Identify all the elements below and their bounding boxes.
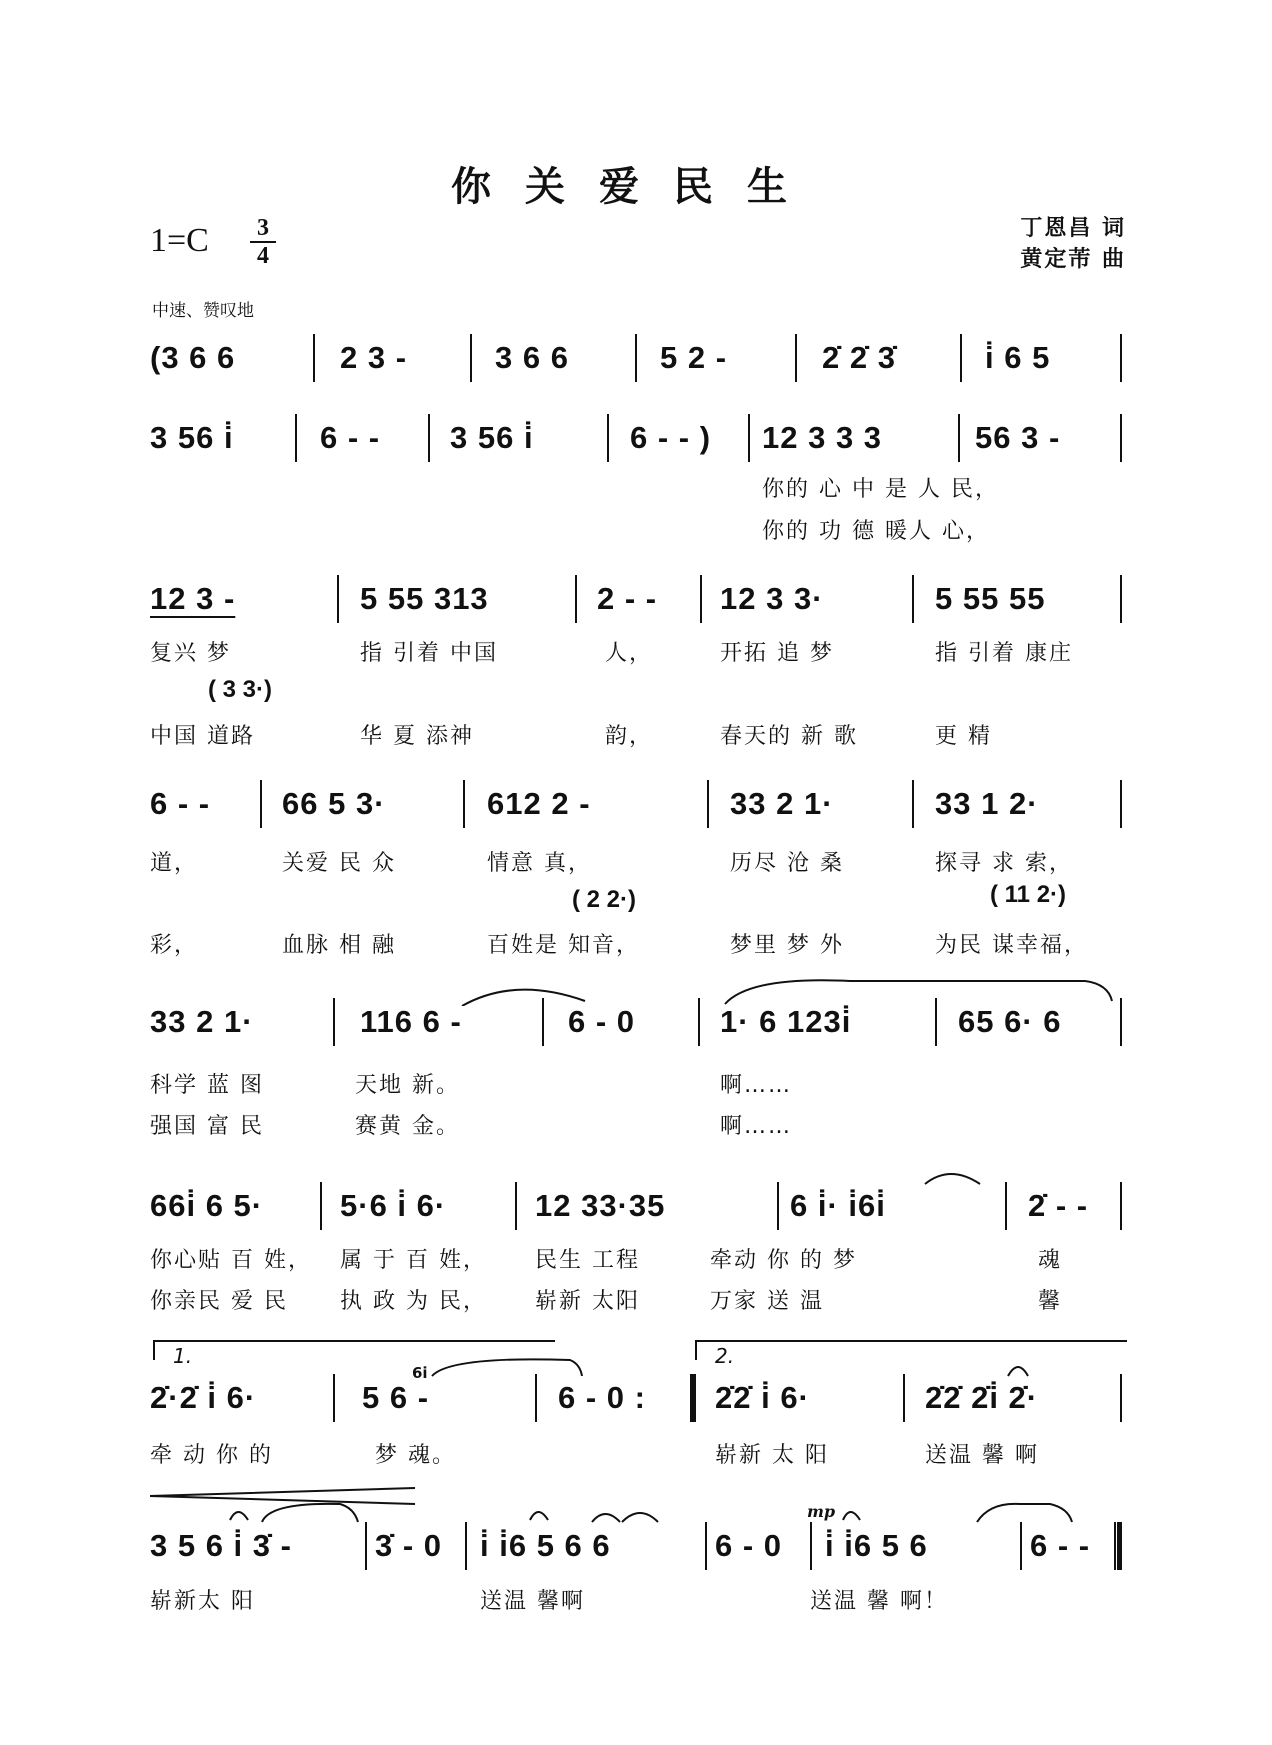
lyric-cell: 探寻 求 索， [935, 851, 1073, 876]
lyric-cell: 关爱 民 众 [282, 851, 396, 876]
measure-4: 6 - 0 [715, 1528, 783, 1563]
final-barline [1114, 1522, 1122, 1570]
staff-row-6 [150, 1180, 1125, 1320]
notes-line [150, 1180, 1125, 1232]
barline [958, 414, 960, 462]
lyric-cell: 人， [605, 641, 654, 666]
lyric-cell: 华 夏 添神 [360, 724, 474, 749]
barline [795, 334, 797, 382]
barline [1120, 1374, 1122, 1422]
notes-line [150, 332, 1125, 384]
barline [705, 1522, 707, 1570]
measure-3: 3 56 i̇ [450, 420, 534, 455]
alternate-notes: ( 3 3·) [208, 676, 273, 703]
barline [470, 334, 472, 382]
measure-2: 3̇ - 0 [375, 1528, 443, 1563]
measure-3: 6 - 0 [568, 1004, 636, 1039]
notes-line [150, 573, 1125, 625]
barline [635, 334, 637, 382]
lyric-cell: 属 于 百 姓， [340, 1248, 487, 1273]
lyric-cell: 梦 魂。 [375, 1443, 456, 1468]
measure-4: 12 3 3· [720, 581, 824, 616]
lyric-cell: 你心贴 百 姓， [150, 1248, 312, 1273]
measure-2: 66 5 3· [282, 786, 386, 821]
staff-row-7 [150, 1364, 1125, 1472]
measure-5: 2̇ - - [1028, 1188, 1089, 1223]
barline [960, 334, 962, 382]
measure-5: 5 55 55 [935, 581, 1046, 616]
lyric-cell: 牵 动 你 的 [150, 1443, 273, 1468]
lyric-cell: 馨 [1038, 1289, 1063, 1314]
measure-5: 2̇2̇ 2̇i̇ 2̇· [925, 1380, 1039, 1415]
measure-3: i̇ i̇6 5 6 6 [480, 1528, 611, 1563]
barline [935, 998, 937, 1046]
barline [698, 998, 700, 1046]
lyric-cell: 道， [150, 851, 199, 876]
lyric-cell: 万家 送 温 [710, 1289, 824, 1314]
measure-2: 5 6 - [362, 1380, 430, 1415]
lyric-cell: 开拓 追 梦 [720, 641, 834, 666]
time-signature-bottom: 4 [257, 243, 269, 269]
measure-3: 12 33·35 [535, 1188, 666, 1223]
lyric-cell: 魂 [1038, 1248, 1063, 1273]
lyric-cell: 春天的 新 歌 [720, 724, 858, 749]
measure-6: 56 3 - [975, 420, 1061, 455]
measure-1: 6 - - [150, 786, 211, 821]
barline [777, 1182, 779, 1230]
volta-bracket-1 [153, 1340, 555, 1368]
song-title: 你关爱民生 [451, 163, 821, 210]
alternate-notes: ( 2 2·) [572, 886, 637, 913]
lyric-cell: 赛黄 金。 [355, 1114, 460, 1139]
lyric-cell: 崭新 太阳 [535, 1289, 640, 1314]
measure-1: 3 56 i̇ [150, 420, 234, 455]
lyric-cell: 血脉 相 融 [282, 933, 396, 958]
barline [1120, 1182, 1122, 1230]
measure-1: 3 5 6 i̇ 3̇ - [150, 1528, 292, 1563]
barline [912, 780, 914, 828]
alternate-notes: ( 11 2·) [990, 881, 1067, 908]
composer-credit: 黄定芾 曲 [1020, 247, 1126, 272]
barline [912, 575, 914, 623]
measure-5: 2̇ 2̇ 3̇ [822, 340, 896, 375]
measure-3: 2 - - [597, 581, 658, 616]
lyric-cell: 强国 富 民 [150, 1114, 264, 1139]
lyric-cell: 彩， [150, 933, 199, 958]
lyric-cell: 送温 馨 啊 [925, 1443, 1039, 1468]
notes-line [150, 1372, 1125, 1424]
barline [428, 414, 430, 462]
measure-5: 12 3 3 3 [762, 420, 883, 455]
staff-row-1 [150, 332, 1125, 392]
barline [707, 780, 709, 828]
staff-row-3 [150, 573, 1125, 753]
barline [542, 998, 544, 1046]
barline [1020, 1522, 1022, 1570]
tempo-marking: 中速、赞叹地 [152, 301, 254, 321]
barline [1005, 1182, 1007, 1230]
barline [515, 1182, 517, 1230]
repeat-barline [690, 1374, 696, 1422]
lyric-cell: 历尽 沧 桑 [730, 851, 844, 876]
measure-6: 6 - - [1030, 1528, 1091, 1563]
lyric-cell: 执 政 为 民， [340, 1289, 487, 1314]
barline [1120, 414, 1122, 462]
barline [465, 1522, 467, 1570]
grace-notes: 6i̇ [412, 1364, 428, 1382]
measure-2: 2 3 - [340, 340, 408, 375]
lyric-cell: 崭新太 阳 [150, 1589, 255, 1614]
staff-row-2 [150, 412, 1125, 542]
measure-4: 5 2 - [660, 340, 728, 375]
volta-label-1: 1. [173, 1344, 193, 1368]
notes-line [150, 996, 1125, 1048]
barline [333, 1374, 335, 1422]
measure-4: 6 i̇· i̇6i̇ [790, 1188, 886, 1223]
lyric-cell: 复兴 梦 [150, 641, 231, 666]
dynamic-marking: mp [807, 1502, 836, 1521]
lyric-cell: 更 精 [935, 724, 992, 749]
lyric-cell: 中国 道路 [150, 724, 255, 749]
volta-label-2: 2. [715, 1344, 735, 1368]
staff-row-8 [150, 1502, 1125, 1620]
barline [903, 1374, 905, 1422]
lyric-cell: 梦里 梦 外 [730, 933, 844, 958]
barline [463, 780, 465, 828]
lyric-cell: 牵动 你 的 梦 [710, 1248, 857, 1273]
lyric-cell: 情意 真， [487, 851, 592, 876]
measure-5: i̇ i̇6 5 6 [825, 1528, 928, 1563]
measure-1: 12 3 - [150, 581, 236, 616]
barline [365, 1522, 367, 1570]
measure-2: 5·6 i̇ 6· [340, 1188, 447, 1223]
measure-1: (3 6 6 [150, 340, 236, 375]
measure-6: i̇ 6 5 [985, 340, 1051, 375]
staff-row-4 [150, 778, 1125, 963]
measure-3: 3 6 6 [495, 340, 569, 375]
key-signature: 1=C [150, 222, 209, 259]
measure-5: 65 6· 6 [958, 1004, 1062, 1039]
barline [260, 780, 262, 828]
measure-1: 33 2 1· [150, 1004, 254, 1039]
measure-2: 116 6 - [360, 1004, 462, 1039]
lyric-cell: 为民 谋幸福， [935, 933, 1088, 958]
time-signature-top: 3 [257, 215, 269, 241]
barline [535, 1374, 537, 1422]
lyric-cell: 啊…… [720, 1073, 793, 1098]
time-signature [250, 216, 276, 268]
lyric-cell: 啊…… [720, 1114, 793, 1139]
lyric-cell: 你亲民 爱 民 [150, 1289, 288, 1314]
barline [1120, 780, 1122, 828]
barline [700, 575, 702, 623]
measure-4: 33 2 1· [730, 786, 834, 821]
lyric-cell: 韵， [605, 724, 654, 749]
staff-row-5 [150, 996, 1125, 1139]
notes-line [150, 778, 1125, 830]
measure-1: 66i̇ 6 5· [150, 1188, 264, 1223]
barline [333, 998, 335, 1046]
measure-1: 2̇·2̇ i̇ 6· [150, 1380, 257, 1415]
measure-3: 612 2 - [487, 786, 591, 821]
lyric-cell: 送温 馨 啊！ [810, 1589, 948, 1614]
measure-4: 1· 6 123i̇ [720, 1004, 852, 1039]
barline [1120, 998, 1122, 1046]
lyric-cell: 民生 工程 [535, 1248, 640, 1273]
lyric-cell: 天地 新。 [355, 1073, 460, 1098]
measure-2: 6 - - [320, 420, 381, 455]
barline [320, 1182, 322, 1230]
lyricist-credit: 丁恩昌 词 [1020, 216, 1126, 241]
barline [810, 1522, 812, 1570]
barline [607, 414, 609, 462]
lyrics-verse-2: 你的 功 德 暖人 心， [762, 519, 990, 544]
barline [1120, 575, 1122, 623]
notes-line [150, 1520, 1125, 1572]
barline [337, 575, 339, 623]
notes-line [150, 412, 1125, 464]
barline [313, 334, 315, 382]
lyric-cell: 百姓是 知音， [487, 933, 640, 958]
lyrics-verse-1: 你的 心 中 是 人 民， [762, 477, 999, 502]
barline [748, 414, 750, 462]
measure-3: 6 - 0 : [558, 1380, 646, 1415]
barline [295, 414, 297, 462]
lyric-cell: 崭新 太 阳 [715, 1443, 829, 1468]
lyric-cell: 科学 蓝 图 [150, 1073, 264, 1098]
lyric-cell: 送温 馨啊 [480, 1589, 585, 1614]
volta-bracket-2 [695, 1340, 1127, 1368]
lyric-cell: 指 引着 中国 [360, 641, 498, 666]
lyric-cell: 指 引着 康庄 [935, 641, 1073, 666]
measure-2: 5 55 313 [360, 581, 489, 616]
measure-4: 2̇2̇ i̇ 6· [715, 1380, 810, 1415]
measure-4: 6 - - ) [630, 420, 712, 455]
barline [575, 575, 577, 623]
measure-5: 33 1 2· [935, 786, 1039, 821]
barline [1120, 334, 1122, 382]
